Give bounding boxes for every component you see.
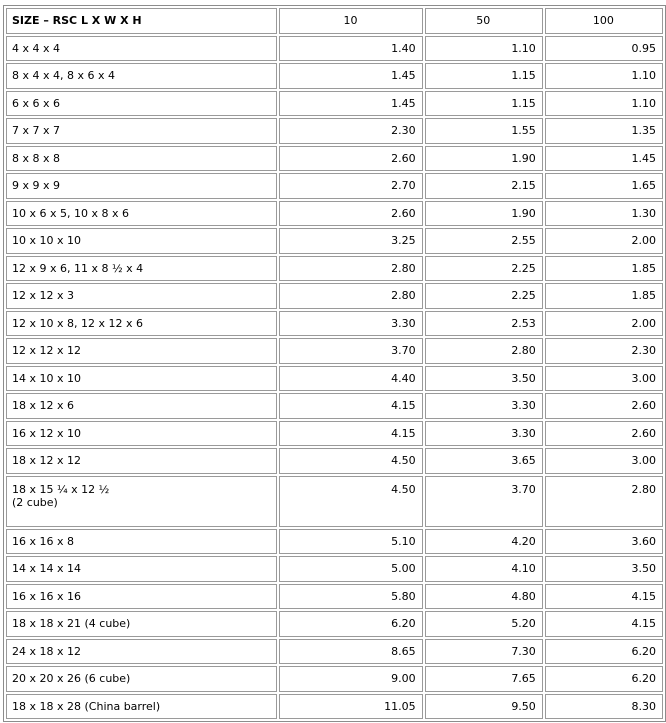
cell-size: 14 x 10 x 10 bbox=[6, 366, 277, 392]
table-row bbox=[6, 556, 663, 582]
cell-qty-50: 2.53 bbox=[425, 311, 543, 337]
cell-qty-10: 2.30 bbox=[279, 118, 422, 144]
cell-size: 16 x 12 x 10 bbox=[6, 421, 277, 447]
cell-qty-10: 4.40 bbox=[279, 366, 422, 392]
header-size: SIZE – RSC L X W X H bbox=[6, 8, 277, 34]
cell-size: 20 x 20 x 26 (6 cube) bbox=[6, 666, 277, 692]
cell-qty-100: 1.65 bbox=[545, 173, 663, 199]
cell-size: 24 x 18 x 12 bbox=[6, 639, 277, 665]
price-table bbox=[4, 6, 665, 721]
cell-qty-50: 1.55 bbox=[425, 118, 543, 144]
table-row bbox=[6, 311, 663, 337]
cell-qty-100: 3.60 bbox=[545, 529, 663, 555]
cell-qty-10: 1.40 bbox=[279, 36, 422, 62]
cell-qty-100: 6.20 bbox=[545, 639, 663, 665]
cell-qty-100: 4.15 bbox=[545, 611, 663, 637]
cell-qty-50: 2.25 bbox=[425, 256, 543, 282]
table-row bbox=[6, 118, 663, 144]
cell-qty-50: 1.15 bbox=[425, 63, 543, 89]
header-qty-100: 100 bbox=[545, 8, 663, 34]
table-row bbox=[6, 63, 663, 89]
cell-size: 10 x 10 x 10 bbox=[6, 228, 277, 254]
cell-qty-50: 5.20 bbox=[425, 611, 543, 637]
cell-qty-50: 1.10 bbox=[425, 36, 543, 62]
cell-size: 12 x 10 x 8, 12 x 12 x 6 bbox=[6, 311, 277, 337]
cell-size: 14 x 14 x 14 bbox=[6, 556, 277, 582]
size-note: (2 cube) bbox=[12, 495, 58, 509]
cell-qty-10: 6.20 bbox=[279, 611, 422, 637]
cell-qty-100: 3.00 bbox=[545, 448, 663, 474]
table-row bbox=[6, 256, 663, 282]
cell-size: 16 x 16 x 8 bbox=[6, 529, 277, 555]
cell-qty-50: 4.80 bbox=[425, 584, 543, 610]
table-row bbox=[6, 173, 663, 199]
cell-qty-50: 1.15 bbox=[425, 91, 543, 117]
table-row bbox=[6, 476, 663, 527]
cell-size: 10 x 6 x 5, 10 x 8 x 6 bbox=[6, 201, 277, 227]
table-header-row bbox=[6, 8, 663, 34]
table-row bbox=[6, 666, 663, 692]
cell-size: 12 x 12 x 12 bbox=[6, 338, 277, 364]
cell-qty-50: 3.30 bbox=[425, 393, 543, 419]
cell-qty-10: 4.15 bbox=[279, 393, 422, 419]
cell-qty-50: 2.55 bbox=[425, 228, 543, 254]
cell-qty-10: 2.60 bbox=[279, 146, 422, 172]
cell-qty-10: 4.15 bbox=[279, 421, 422, 447]
cell-qty-100: 2.80 bbox=[545, 476, 663, 527]
cell-qty-10: 2.70 bbox=[279, 173, 422, 199]
cell-size: 7 x 7 x 7 bbox=[6, 118, 277, 144]
cell-size: 16 x 16 x 16 bbox=[6, 584, 277, 610]
cell-size: 18 x 12 x 12 bbox=[6, 448, 277, 474]
cell-qty-100: 1.85 bbox=[545, 283, 663, 309]
table-row bbox=[6, 228, 663, 254]
cell-size: 18 x 12 x 6 bbox=[6, 393, 277, 419]
cell-qty-50: 7.30 bbox=[425, 639, 543, 665]
table-row bbox=[6, 201, 663, 227]
cell-qty-100: 6.20 bbox=[545, 666, 663, 692]
size-label: 18 x 15 ¼ x 12 ½ bbox=[12, 482, 110, 496]
header-qty-10: 10 bbox=[279, 8, 422, 34]
cell-qty-10: 2.80 bbox=[279, 256, 422, 282]
cell-qty-100: 8.30 bbox=[545, 694, 663, 720]
cell-size: 9 x 9 x 9 bbox=[6, 173, 277, 199]
cell-qty-100: 3.50 bbox=[545, 556, 663, 582]
cell-qty-50: 3.65 bbox=[425, 448, 543, 474]
cell-qty-10: 5.00 bbox=[279, 556, 422, 582]
cell-qty-100: 2.00 bbox=[545, 228, 663, 254]
table-row bbox=[6, 694, 663, 720]
cell-size: 18 x 18 x 21 (4 cube) bbox=[6, 611, 277, 637]
cell-qty-100: 1.35 bbox=[545, 118, 663, 144]
cell-qty-10: 2.60 bbox=[279, 201, 422, 227]
cell-qty-100: 1.10 bbox=[545, 63, 663, 89]
cell-size bbox=[6, 476, 277, 527]
cell-qty-50: 1.90 bbox=[425, 146, 543, 172]
table-row bbox=[6, 338, 663, 364]
table-row bbox=[6, 421, 663, 447]
cell-qty-100: 3.00 bbox=[545, 366, 663, 392]
cell-qty-100: 2.60 bbox=[545, 421, 663, 447]
cell-qty-10: 1.45 bbox=[279, 91, 422, 117]
table-row bbox=[6, 91, 663, 117]
cell-qty-50: 2.15 bbox=[425, 173, 543, 199]
cell-size: 6 x 6 x 6 bbox=[6, 91, 277, 117]
cell-size: 18 x 18 x 28 (China barrel) bbox=[6, 694, 277, 720]
table-row bbox=[6, 283, 663, 309]
cell-qty-100: 1.45 bbox=[545, 146, 663, 172]
price-table-frame bbox=[3, 5, 666, 722]
cell-qty-50: 3.50 bbox=[425, 366, 543, 392]
cell-qty-50: 1.90 bbox=[425, 201, 543, 227]
table-row bbox=[6, 639, 663, 665]
cell-qty-100: 2.30 bbox=[545, 338, 663, 364]
cell-qty-10: 4.50 bbox=[279, 476, 422, 527]
cell-qty-100: 2.00 bbox=[545, 311, 663, 337]
cell-qty-100: 1.85 bbox=[545, 256, 663, 282]
cell-qty-50: 2.25 bbox=[425, 283, 543, 309]
cell-size: 8 x 4 x 4, 8 x 6 x 4 bbox=[6, 63, 277, 89]
cell-qty-10: 9.00 bbox=[279, 666, 422, 692]
cell-qty-10: 3.30 bbox=[279, 311, 422, 337]
cell-qty-10: 1.45 bbox=[279, 63, 422, 89]
table-row bbox=[6, 529, 663, 555]
cell-qty-10: 5.10 bbox=[279, 529, 422, 555]
cell-qty-10: 3.25 bbox=[279, 228, 422, 254]
table-row bbox=[6, 448, 663, 474]
cell-size: 4 x 4 x 4 bbox=[6, 36, 277, 62]
cell-qty-50: 4.20 bbox=[425, 529, 543, 555]
cell-qty-100: 4.15 bbox=[545, 584, 663, 610]
cell-qty-50: 4.10 bbox=[425, 556, 543, 582]
cell-size: 8 x 8 x 8 bbox=[6, 146, 277, 172]
cell-qty-10: 4.50 bbox=[279, 448, 422, 474]
table-row bbox=[6, 366, 663, 392]
cell-qty-100: 2.60 bbox=[545, 393, 663, 419]
cell-qty-10: 8.65 bbox=[279, 639, 422, 665]
header-qty-50: 50 bbox=[425, 8, 543, 34]
cell-qty-50: 7.65 bbox=[425, 666, 543, 692]
cell-qty-50: 3.30 bbox=[425, 421, 543, 447]
cell-size: 12 x 9 x 6, 11 x 8 ½ x 4 bbox=[6, 256, 277, 282]
table-row bbox=[6, 584, 663, 610]
table-row bbox=[6, 36, 663, 62]
table-row bbox=[6, 146, 663, 172]
table-row bbox=[6, 393, 663, 419]
table-row bbox=[6, 611, 663, 637]
cell-qty-10: 2.80 bbox=[279, 283, 422, 309]
cell-qty-10: 3.70 bbox=[279, 338, 422, 364]
cell-qty-100: 0.95 bbox=[545, 36, 663, 62]
cell-qty-100: 1.30 bbox=[545, 201, 663, 227]
cell-qty-50: 9.50 bbox=[425, 694, 543, 720]
cell-qty-100: 1.10 bbox=[545, 91, 663, 117]
cell-qty-50: 2.80 bbox=[425, 338, 543, 364]
cell-size: 12 x 12 x 3 bbox=[6, 283, 277, 309]
cell-qty-10: 5.80 bbox=[279, 584, 422, 610]
cell-qty-50: 3.70 bbox=[425, 476, 543, 527]
cell-qty-10: 11.05 bbox=[279, 694, 422, 720]
